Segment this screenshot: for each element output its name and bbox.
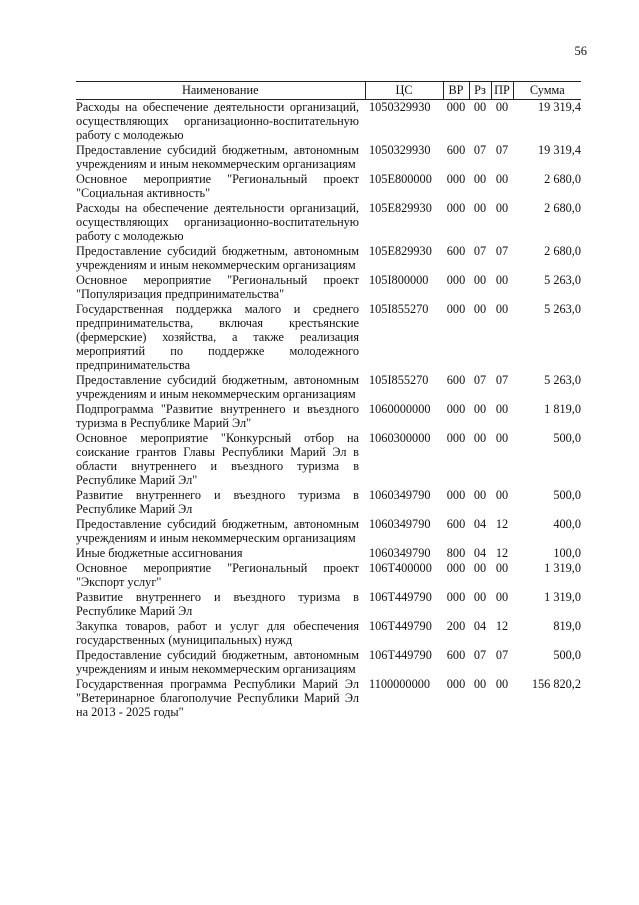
table-row [76, 619, 581, 648]
row-subsection: 07 [495, 648, 509, 662]
row-name: Развитие внутреннего и въездного туризма в Республике Марий Эл [76, 590, 359, 618]
row-name: Закупка товаров, работ и услуг для обеспечения государственных (муниципальных) нужд [76, 619, 359, 647]
row-expense-type: 000 [446, 201, 466, 215]
row-name: Государственная программа Республики Марий Эл "Ветеринарное благополучие Республики Марий Эл на 2013 - 2025 годы" [76, 677, 359, 719]
row-target-code: 105E829930 [369, 201, 432, 215]
row-expense-type: 200 [446, 619, 466, 633]
table-row [76, 677, 581, 720]
row-subsection: 07 [495, 244, 509, 258]
row-amount: 500,0 [553, 488, 581, 502]
table-row [76, 302, 581, 373]
row-expense-type: 600 [446, 244, 466, 258]
row-name: Развитие внутреннего и въездного туризма в Республике Марий Эл [76, 488, 359, 516]
table-row [76, 402, 581, 431]
row-amount: 156 820,2 [531, 677, 581, 691]
row-name: Подпрограмма "Развитие внутреннего и въездного туризма в Республике Марий Эл" [76, 402, 359, 430]
row-expense-type: 000 [446, 561, 466, 575]
row-subsection: 00 [495, 561, 509, 575]
row-expense-type: 000 [446, 677, 466, 691]
row-expense-type: 600 [446, 143, 466, 157]
row-subsection: 00 [495, 201, 509, 215]
row-expense-type: 800 [446, 546, 466, 560]
row-amount: 5 263,0 [544, 373, 581, 387]
row-section: 00 [473, 561, 487, 575]
table-row [76, 172, 581, 201]
row-amount: 400,0 [553, 517, 581, 531]
row-section: 07 [473, 648, 487, 662]
row-amount: 19 319,4 [537, 100, 581, 114]
row-target-code: 105I855270 [369, 302, 429, 316]
row-expense-type: 000 [446, 402, 466, 416]
page-number: 56 [574, 44, 587, 58]
row-subsection: 12 [495, 619, 509, 633]
table-row [76, 546, 581, 561]
row-expense-type: 000 [446, 431, 466, 445]
table-row [76, 201, 581, 244]
row-target-code: 1050329930 [369, 143, 431, 157]
row-target-code: 106T449790 [369, 648, 432, 662]
table-row [76, 648, 581, 677]
row-section: 00 [473, 431, 487, 445]
row-target-code: 105E829930 [369, 244, 432, 258]
row-amount: 1 319,0 [544, 590, 581, 604]
row-expense-type: 000 [446, 172, 466, 186]
row-subsection: 07 [495, 373, 509, 387]
row-section: 00 [473, 488, 487, 502]
row-name: Предоставление субсидий бюджетным, автономным учреждениям и иным некоммерческим организациям [76, 373, 359, 401]
row-subsection: 00 [495, 100, 509, 114]
header-vr: ВР [443, 82, 469, 100]
table-row [76, 143, 581, 172]
row-target-code: 106T449790 [369, 590, 432, 604]
row-name: Расходы на обеспечение деятельности организаций, осуществляющих организационно-воспитательную работу с молодежью [76, 100, 359, 142]
row-expense-type: 600 [446, 373, 466, 387]
row-expense-type: 600 [446, 517, 466, 531]
table-row [76, 373, 581, 402]
row-amount: 5 263,0 [544, 273, 581, 287]
row-section: 00 [473, 402, 487, 416]
row-amount: 2 680,0 [544, 172, 581, 186]
row-amount: 19 319,4 [537, 143, 581, 157]
row-expense-type: 000 [446, 488, 466, 502]
row-target-code: 1060349790 [369, 517, 431, 531]
row-name: Предоставление субсидий бюджетным, автономным учреждениям и иным некоммерческим организациям [76, 517, 359, 545]
row-expense-type: 000 [446, 590, 466, 604]
table-row [76, 517, 581, 546]
row-amount: 1 319,0 [544, 561, 581, 575]
row-amount: 5 263,0 [544, 302, 581, 316]
row-subsection: 00 [495, 431, 509, 445]
row-section: 07 [473, 244, 487, 258]
row-name: Основное мероприятие "Региональный проект "Популяризация предпринимательства" [76, 273, 359, 301]
row-expense-type: 000 [446, 100, 466, 114]
budget-table-container [76, 81, 581, 720]
row-target-code: 1060000000 [369, 402, 431, 416]
row-amount: 1 819,0 [544, 402, 581, 416]
header-rz: Рз [469, 82, 491, 100]
row-subsection: 00 [495, 302, 509, 316]
row-section: 00 [473, 677, 487, 691]
row-amount: 819,0 [553, 619, 581, 633]
row-name: Основное мероприятие "Региональный проект "Социальная активность" [76, 172, 359, 200]
row-target-code: 1060349790 [369, 488, 431, 502]
row-subsection: 00 [495, 172, 509, 186]
row-target-code: 106T449790 [369, 619, 432, 633]
budget-table [76, 81, 581, 720]
row-section: 04 [473, 619, 487, 633]
table-row [76, 273, 581, 302]
row-expense-type: 000 [446, 273, 466, 287]
table-row [76, 561, 581, 590]
row-target-code: 1050329930 [369, 100, 431, 114]
row-subsection: 00 [495, 488, 509, 502]
row-subsection: 00 [495, 273, 509, 287]
table-row [76, 590, 581, 619]
row-name: Предоставление субсидий бюджетным, автономным учреждениям и иным некоммерческим организациям [76, 648, 359, 676]
table-row [76, 244, 581, 273]
row-expense-type: 000 [446, 302, 466, 316]
row-target-code: 105E800000 [369, 172, 432, 186]
row-name: Предоставление субсидий бюджетным, автономным учреждениям и иным некоммерческим организациям [76, 143, 359, 171]
row-subsection: 00 [495, 677, 509, 691]
row-subsection: 12 [495, 546, 509, 560]
row-name: Основное мероприятие "Региональный проект "Экспорт услуг" [76, 561, 359, 589]
row-name: Основное мероприятие "Конкурсный отбор на соискание грантов Главы Республики Марий Эл в области внутреннего и въездного туризма в Республике Марий Эл" [76, 431, 359, 487]
row-name: Государственная поддержка малого и среднего предпринимательства, включая крестьянские (фермерские) хозяйства, а также реализация мероприятий по поддержке молодежного предпринимательства [76, 302, 359, 372]
row-target-code: 105I800000 [369, 273, 429, 287]
header-pr: ПР [491, 82, 513, 100]
row-amount: 500,0 [553, 648, 581, 662]
row-section: 00 [473, 100, 487, 114]
row-name: Иные бюджетные ассигнования [76, 546, 243, 560]
row-section: 04 [473, 517, 487, 531]
table-body [76, 100, 581, 721]
row-target-code: 1060300000 [369, 431, 431, 445]
header-cs: ЦС [365, 82, 443, 100]
row-name: Расходы на обеспечение деятельности организаций, осуществляющих организационно-воспитательную работу с молодежью [76, 201, 359, 243]
row-section: 07 [473, 143, 487, 157]
row-subsection: 00 [495, 590, 509, 604]
row-section: 00 [473, 273, 487, 287]
table-header [76, 82, 581, 100]
row-name: Предоставление субсидий бюджетным, автономным учреждениям и иным некоммерческим организациям [76, 244, 359, 272]
row-amount: 2 680,0 [544, 201, 581, 215]
table-row [76, 100, 581, 144]
table-row [76, 431, 581, 488]
row-subsection: 07 [495, 143, 509, 157]
header-name: Наименование [76, 82, 365, 100]
table-row [76, 488, 581, 517]
row-section: 00 [473, 590, 487, 604]
row-section: 04 [473, 546, 487, 560]
row-expense-type: 600 [446, 648, 466, 662]
row-target-code: 1060349790 [369, 546, 431, 560]
row-subsection: 00 [495, 402, 509, 416]
row-target-code: 1100000000 [369, 677, 431, 691]
row-section: 00 [473, 302, 487, 316]
row-amount: 500,0 [553, 431, 581, 445]
header-sum: Сумма [513, 82, 581, 100]
row-amount: 100,0 [553, 546, 581, 560]
row-section: 07 [473, 373, 487, 387]
row-section: 00 [473, 201, 487, 215]
row-section: 00 [473, 172, 487, 186]
row-subsection: 12 [495, 517, 509, 531]
row-target-code: 106T400000 [369, 561, 432, 575]
row-amount: 2 680,0 [544, 244, 581, 258]
row-target-code: 105I855270 [369, 373, 429, 387]
